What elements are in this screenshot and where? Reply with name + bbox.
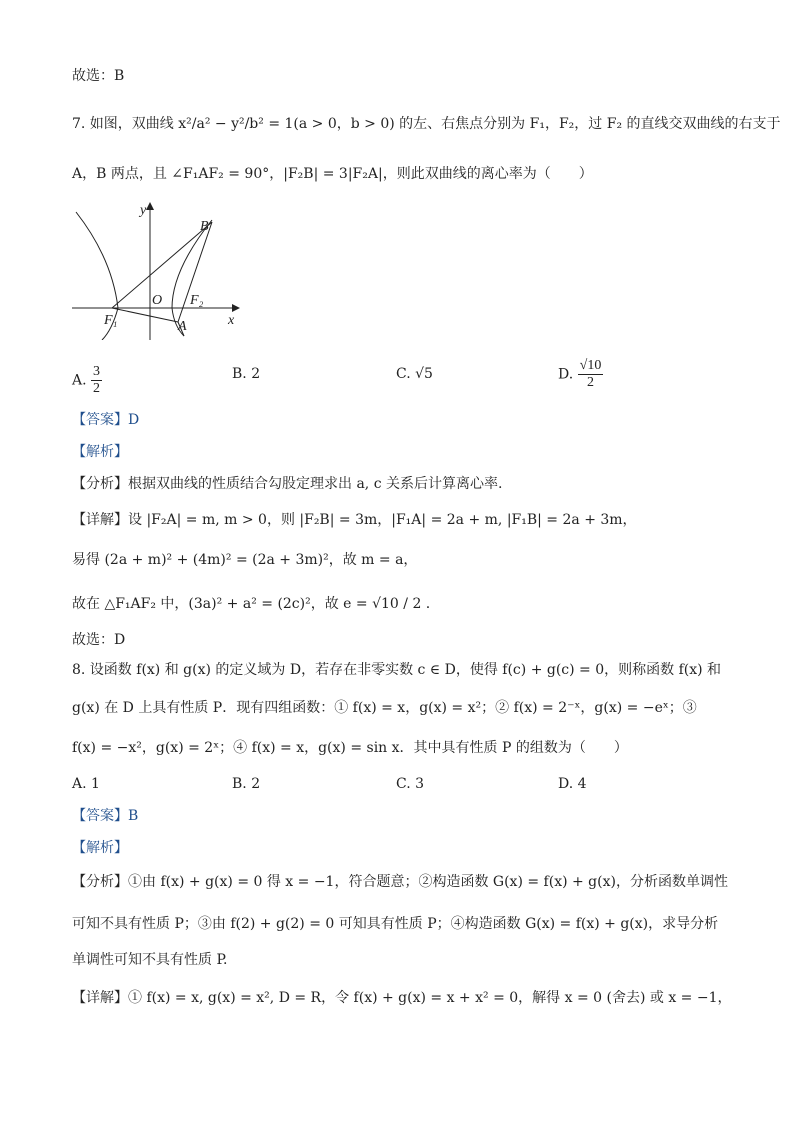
question-8-line-2: g(x) 在 D 上具有性质 P．现有四组函数：① f(x) = x，g(x) = x²；② f(x) = 2⁻ˣ，g(x) = −eˣ；③: [72, 700, 697, 716]
q8-analysis-heading: 【解析】: [72, 840, 128, 856]
q7-option-d-label: D.: [558, 366, 574, 383]
q7-option-a-num: 3: [93, 364, 101, 379]
hyperbola-figure: [72, 200, 252, 340]
q8-analysis-1: 【分析】①由 f(x) + g(x) = 0 得 x = −1，符合题意；②构造函数 G(x) = f(x) + g(x)，分析函数单调性: [72, 874, 728, 890]
q8-analysis-2: 可知不具有性质 P；③由 f(2) + g(2) = 0 可知具有性质 P；④构造函数 G(x) = f(x) + g(x)，求导分析: [72, 916, 719, 932]
label-o: O: [152, 293, 163, 308]
q7-detail-3: 故在 △F₁AF₂ 中，(3a)² + a² = (2c)²，故 e = √10 / 2 .: [72, 596, 431, 612]
q7-option-d-fraction: [578, 358, 604, 391]
q7-analysis: 【分析】根据双曲线的性质结合勾股定理求出 a, c 关系后计算离心率.: [72, 476, 503, 492]
q7-option-a: [72, 364, 102, 397]
q7-detail-1: 【详解】设 |F₂A| = m, m > 0，则 |F₂B| = 3m，|F₁A| = 2a + m, |F₁B| = 2a + 3m，: [72, 512, 637, 528]
q7-option-b: B. 2: [232, 366, 261, 382]
label-f1: F₁: [104, 313, 118, 328]
question-7-line-2: A，B 两点，且 ∠F₁AF₂ = 90°，|F₂B| = 3|F₂A|，则此双曲线的离心率为（ ）: [72, 166, 593, 182]
q7-detail-2: 易得 (2a + m)² + (4m)² = (2a + 3m)²，故 m = a，: [72, 552, 418, 568]
q8-answer: 【答案】B: [72, 808, 139, 824]
q7-option-a-label: A.: [72, 372, 87, 389]
y-axis-arrow: [146, 202, 154, 210]
q7-analysis-heading: 【解析】: [72, 444, 128, 460]
question-8-line-3: f(x) = −x²，g(x) = 2ˣ；④ f(x) = x，g(x) = sin x．其中具有性质 P 的组数为（ ）: [72, 740, 628, 756]
q8-option-d: D. 4: [558, 776, 587, 792]
label-f2: F₂: [190, 293, 204, 308]
q7-final-choice: 故选：D: [72, 632, 126, 648]
x-axis-arrow: [232, 304, 240, 312]
q7-answer: 【答案】D: [72, 412, 140, 428]
q8-analysis-3: 单调性可知不具有性质 P.: [72, 952, 228, 968]
question-7-line-1: 7. 如图，双曲线 x²/a² − y²/b² = 1(a > 0，b > 0) 的左、右焦点分别为 F₁，F₂，过 F₂ 的直线交双曲线的右支于: [72, 116, 781, 132]
q7-option-c: [396, 364, 433, 384]
q7-option-d-num: √10: [579, 358, 602, 373]
q7-option-a-den: 2: [93, 381, 101, 396]
line-answer-prev: 故选：B: [72, 68, 125, 84]
q7-option-d-den: 2: [586, 375, 594, 390]
label-b: B: [200, 219, 209, 234]
q7-option-d: [558, 358, 603, 391]
q8-option-b: B. 2: [232, 776, 261, 792]
q8-detail-1: 【详解】① f(x) = x, g(x) = x², D = R，令 f(x) + g(x) = x + x² = 0，解得 x = 0 (舍去) 或 x = −1，: [72, 990, 732, 1006]
q8-option-a: A. 1: [72, 776, 100, 792]
q8-option-c: C. 3: [396, 776, 425, 792]
label-x: x: [228, 313, 235, 328]
question-8-line-1: 8. 设函数 f(x) 和 g(x) 的定义域为 D，若存在非零实数 c ∈ D，使得 f(c) + g(c) = 0，则称函数 f(x) 和: [72, 662, 722, 678]
q7-option-c-value: √5: [415, 366, 433, 382]
q7-option-a-fraction: [91, 364, 102, 397]
label-a: A: [178, 319, 187, 334]
q7-option-c-label: C.: [396, 366, 411, 382]
label-y: y: [140, 203, 147, 218]
line-f1-a: [112, 308, 178, 322]
